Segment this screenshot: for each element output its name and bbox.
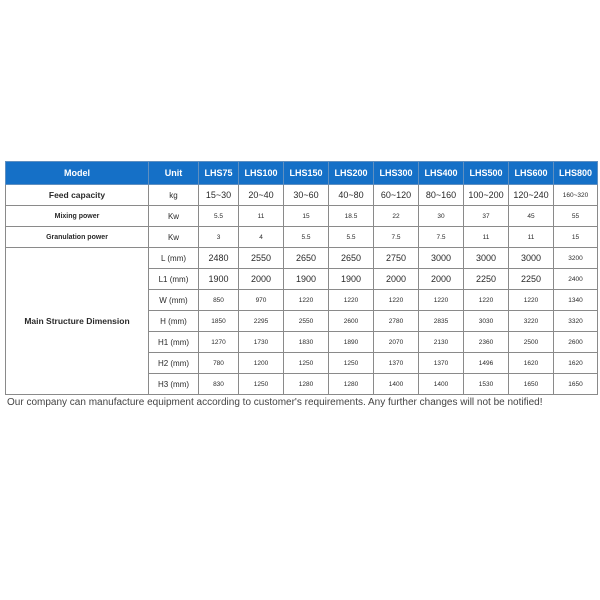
row-unit: H2 (mm) — [149, 353, 199, 374]
row-unit: L1 (mm) — [149, 269, 199, 290]
table-cell: 850 — [199, 290, 239, 311]
table-cell: 1220 — [284, 290, 329, 311]
table-cell: 4 — [239, 227, 284, 248]
table-cell: 1620 — [554, 353, 598, 374]
table-cell: 2400 — [554, 269, 598, 290]
table-cell: 7.5 — [374, 227, 419, 248]
table-cell: 2250 — [509, 269, 554, 290]
table-cell: 100~200 — [464, 185, 509, 206]
header-model-lhs600: LHS600 — [509, 162, 554, 185]
header-model-lhs75: LHS75 — [199, 162, 239, 185]
table-cell: 2000 — [374, 269, 419, 290]
table-cell: 2000 — [419, 269, 464, 290]
row-unit: L (mm) — [149, 248, 199, 269]
feed-capacity-row — [6, 185, 598, 206]
table-cell: 1730 — [239, 332, 284, 353]
table-cell: 1280 — [284, 374, 329, 395]
table-cell: 1250 — [239, 374, 284, 395]
table-cell: 5.5 — [329, 227, 374, 248]
table-cell: 1200 — [239, 353, 284, 374]
table-cell: 2070 — [374, 332, 419, 353]
table-cell: 3000 — [419, 248, 464, 269]
table-cell: 15 — [284, 206, 329, 227]
table-cell: 11 — [239, 206, 284, 227]
header-model-lhs300: LHS300 — [374, 162, 419, 185]
table-cell: 1830 — [284, 332, 329, 353]
table-cell: 1400 — [419, 374, 464, 395]
table-cell: 45 — [509, 206, 554, 227]
header-model: Model — [6, 162, 149, 185]
table-cell: 1370 — [419, 353, 464, 374]
table-cell: 3220 — [509, 311, 554, 332]
table-cell: 3000 — [509, 248, 554, 269]
table-cell: 1496 — [464, 353, 509, 374]
table-cell: 1280 — [329, 374, 374, 395]
table-cell: 1340 — [554, 290, 598, 311]
table-cell: 1220 — [509, 290, 554, 311]
table-cell: 2600 — [554, 332, 598, 353]
table-cell: 2130 — [419, 332, 464, 353]
table-cell: 160~320 — [554, 185, 598, 206]
table-cell: 20~40 — [239, 185, 284, 206]
row-label: Feed capacity — [6, 185, 149, 206]
table-cell: 7.5 — [419, 227, 464, 248]
table-cell: 2000 — [239, 269, 284, 290]
table-cell: 3030 — [464, 311, 509, 332]
header-model-lhs100: LHS100 — [239, 162, 284, 185]
table-cell: 2550 — [239, 248, 284, 269]
table-cell: 2650 — [284, 248, 329, 269]
table-cell: 37 — [464, 206, 509, 227]
row-unit: H3 (mm) — [149, 374, 199, 395]
row-unit: H (mm) — [149, 311, 199, 332]
table-cell: 1620 — [509, 353, 554, 374]
row-unit: H1 (mm) — [149, 332, 199, 353]
row-unit: Kw — [149, 227, 199, 248]
row-label: Granulation power — [6, 227, 149, 248]
table-cell: 30 — [419, 206, 464, 227]
table-cell: 1900 — [284, 269, 329, 290]
table-cell: 1370 — [374, 353, 419, 374]
row-unit: Kw — [149, 206, 199, 227]
table-cell: 2650 — [329, 248, 374, 269]
header-model-lhs500: LHS500 — [464, 162, 509, 185]
row-label: Main Structure Dimension — [6, 248, 149, 395]
table-cell: 15 — [554, 227, 598, 248]
granulation-power-row — [6, 227, 598, 248]
table-cell: 120~240 — [509, 185, 554, 206]
row-label: Mixing power — [6, 206, 149, 227]
table-cell: 1530 — [464, 374, 509, 395]
header-model-lhs200: LHS200 — [329, 162, 374, 185]
header-model-lhs150: LHS150 — [284, 162, 329, 185]
table-cell: 1400 — [374, 374, 419, 395]
table-cell: 1850 — [199, 311, 239, 332]
table-cell: 30~60 — [284, 185, 329, 206]
row-unit: kg — [149, 185, 199, 206]
table-cell: 2295 — [239, 311, 284, 332]
table-cell: 2480 — [199, 248, 239, 269]
table-cell: 2600 — [329, 311, 374, 332]
table-cell: 1220 — [329, 290, 374, 311]
table-cell: 1900 — [199, 269, 239, 290]
mixing-power-row — [6, 206, 598, 227]
table-cell: 2835 — [419, 311, 464, 332]
table-cell: 1250 — [329, 353, 374, 374]
table-cell: 2360 — [464, 332, 509, 353]
table-cell: 1250 — [284, 353, 329, 374]
table-cell: 1890 — [329, 332, 374, 353]
table-cell: 2500 — [509, 332, 554, 353]
spec-table — [5, 161, 598, 395]
table-cell: 55 — [554, 206, 598, 227]
table-cell: 3 — [199, 227, 239, 248]
header-model-lhs400: LHS400 — [419, 162, 464, 185]
table-cell: 1220 — [464, 290, 509, 311]
table-cell: 1220 — [374, 290, 419, 311]
table-cell: 80~160 — [419, 185, 464, 206]
table-cell: 2750 — [374, 248, 419, 269]
table-cell: 22 — [374, 206, 419, 227]
table-cell: 3320 — [554, 311, 598, 332]
table-cell: 11 — [509, 227, 554, 248]
table-cell: 11 — [464, 227, 509, 248]
table-cell: 1650 — [509, 374, 554, 395]
header-row — [6, 162, 598, 185]
table-cell: 2780 — [374, 311, 419, 332]
table-cell: 780 — [199, 353, 239, 374]
row-unit: W (mm) — [149, 290, 199, 311]
table-cell: 5.5 — [284, 227, 329, 248]
table-cell: 2550 — [284, 311, 329, 332]
table-cell: 40~80 — [329, 185, 374, 206]
header-model-lhs800: LHS800 — [554, 162, 598, 185]
table-cell: 5.5 — [199, 206, 239, 227]
table-cell: 3200 — [554, 248, 598, 269]
table-cell: 60~120 — [374, 185, 419, 206]
table-cell: 1270 — [199, 332, 239, 353]
table-cell: 1650 — [554, 374, 598, 395]
table-cell: 15~30 — [199, 185, 239, 206]
table-cell: 3000 — [464, 248, 509, 269]
table-cell: 18.5 — [329, 206, 374, 227]
dimension-row — [6, 248, 598, 269]
table-cell: 1220 — [419, 290, 464, 311]
header-unit: Unit — [149, 162, 199, 185]
footnote: Our company can manufacture equipment according to customer's requirements. Any further changes will not be notified! — [7, 397, 543, 408]
table-cell: 1900 — [329, 269, 374, 290]
table-cell: 830 — [199, 374, 239, 395]
table-cell: 970 — [239, 290, 284, 311]
table-cell: 2250 — [464, 269, 509, 290]
